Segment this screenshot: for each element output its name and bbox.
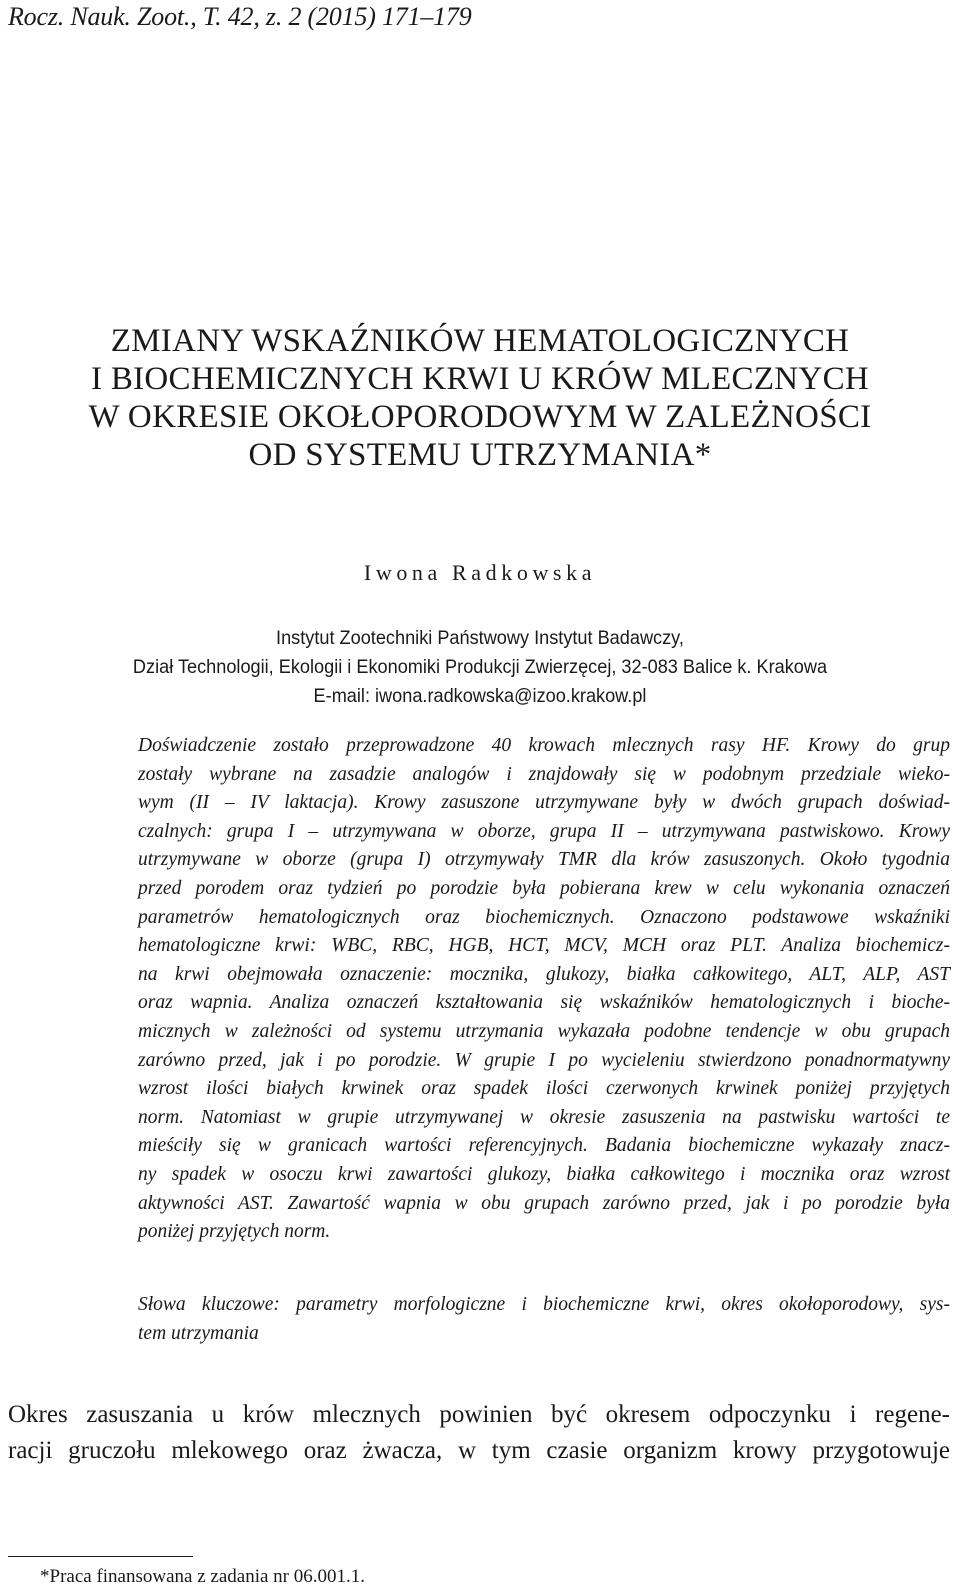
affiliation-institute: Instytut Zootechniki Państwowy Instytut Badawczy, [276,627,684,649]
title-line: ZMIANY WSKAŹNIKÓW HEMATOLOGICZNYCH [110,323,850,359]
abstract-line: wym (II – IV laktacja). Krowy zasuszone utrzymywane były w dwóch grupach doświad- [138,792,950,814]
abstract-line: poniżej przyjętych norm. [138,1221,331,1243]
title-line: I BIOCHEMICZNYCH KRWI U KRÓW MLECZNYCH [90,361,870,397]
abstract-line: czalnych: grupa I – utrzymywana w oborze, grupa II – utrzymywana pastwiskowo. Krowy [138,820,950,842]
abstract-line: micznych w zależności od systemu utrzymania wykazała podobne tendencje w obu grupach [138,1020,950,1042]
abstract-line: mieściły się w granicach wartości referencyjnych. Badania biochemiczne wykazały znacz- [138,1135,950,1157]
abstract-line: oraz wapnia. Analiza oznaczeń kształtowania się wskaźników hematologicznych i bioche- [138,992,950,1014]
abstract-line: Doświadczenie zostało przeprowadzone 40 krowach mlecznych rasy HF. Krowy do grup [138,735,950,756]
title-line: OD SYSTEMU UTRZYMANIA* [248,437,712,473]
abstract-line: parametrów hematologicznych oraz biochemicznych. Oznaczono podstawowe wskaźniki [138,906,950,928]
abstract-line: na krwi obejmowała oznaczenie: mocznika, glukozy, białka całkowitego, ALT, ALP, AST [138,963,950,985]
keywords [138,1290,950,1348]
keywords-line: tem utrzymania [138,1323,259,1344]
author-email: E-mail: iwona.radkowska@izoo.krakow.pl [313,685,647,707]
abstract-line: zostały wybrane na zasadzie analogów i znajdowały się w podobnym przedziale wieko- [138,763,950,785]
author-affiliation [0,624,960,711]
author-name: Iwona Radkowska [363,560,597,585]
footnote-separator [8,1556,193,1557]
abstract-line: hematologiczne krwi: WBC, RBC, HGB, HCT, MCV, MCH oraz PLT. Analiza biochemicz- [138,935,950,957]
title-line: W OKRESIE OKOŁOPORODOWYM W ZALEŻNOŚCI [88,399,872,435]
abstract-line: ny spadek w osoczu krwi zawartości glukozy, białka całkowitego i mocznika oraz wzrost [138,1163,950,1185]
abstract-line: norm. Natomiast w grupie utrzymywanej w okresie zasuszenia na pastwisku wartości te [138,1106,950,1128]
keywords-line: Słowa kluczowe: parametry morfologiczne i biochemiczne krwi, okres okołoporodowy, sys- [138,1294,950,1315]
body-text [8,1397,950,1469]
footnote: *Praca finansowana z zadania nr 06.001.1. [40,1566,365,1587]
body-line: racji gruczołu mlekowego oraz żwacza, w tym czasie organizm krowy przygotowuje [8,1437,950,1464]
body-line: Okres zasuszania u krów mlecznych powinien być okresem odpoczynku i regene- [8,1401,950,1428]
abstract-line: zarówno przed, jak i po porodzie. W grupie I po wycieleniu stwierdzono ponadnormatywny [138,1049,950,1071]
abstract-line: przed porodem oraz tydzień po porodzie była pobierana krew w celu wykonania oznaczeń [138,877,950,899]
abstract-line: aktywności AST. Zawartość wapnia w obu grupach zarówno przed, jak i po porodzie była [138,1192,950,1214]
article-title [0,322,960,474]
abstract-line: utrzymywane w oborze (grupa I) otrzymywały TMR dla krów zasuszonych. Około tygodnia [138,849,950,871]
abstract-line: wzrost ilości białych krwinek oraz spadek ilości czerwonych krwinek poniżej przyjętych [138,1078,950,1100]
affiliation-department: Dział Technologii, Ekologii i Ekonomiki Produkcji Zwierzęcej, 32-083 Balice k. Krakowa [132,656,828,678]
journal-reference: Rocz. Nauk. Zoot., T. 42, z. 2 (2015) 171–179 [8,2,472,31]
abstract [138,732,950,1247]
